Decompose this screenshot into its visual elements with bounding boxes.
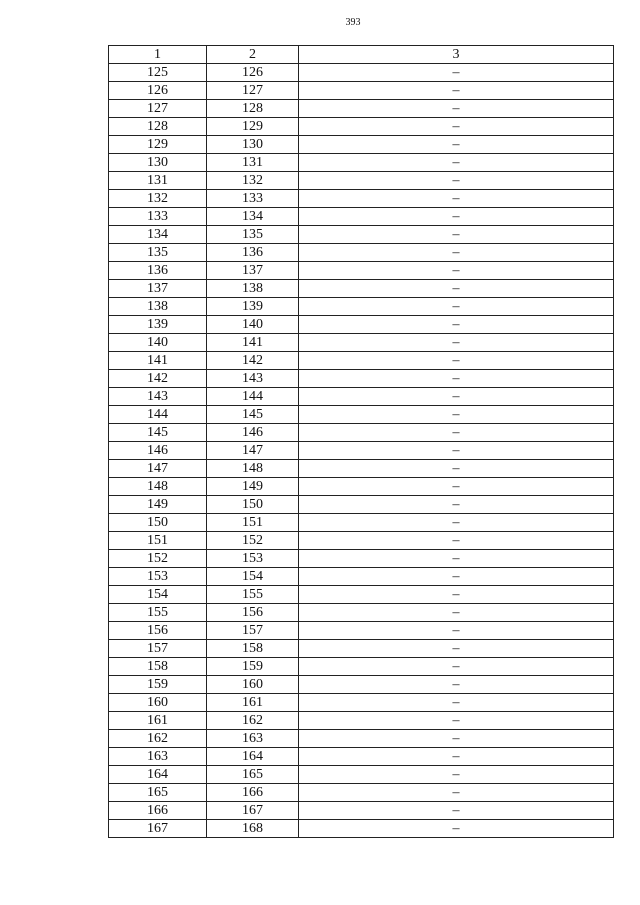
table-cell: – [299, 190, 614, 208]
table-cell: – [299, 460, 614, 478]
table-cell: 160 [109, 694, 207, 712]
table-row [109, 82, 614, 100]
table-cell: – [299, 388, 614, 406]
table-cell: – [299, 658, 614, 676]
table-cell: – [299, 748, 614, 766]
table-row [109, 658, 614, 676]
table-cell: 130 [109, 154, 207, 172]
table-row [109, 514, 614, 532]
table-cell: 149 [207, 478, 299, 496]
table-cell: – [299, 118, 614, 136]
table-cell: 135 [109, 244, 207, 262]
table-cell: – [299, 154, 614, 172]
table-cell: 133 [109, 208, 207, 226]
table-row [109, 280, 614, 298]
table-header-row [109, 46, 614, 64]
table-cell: 161 [207, 694, 299, 712]
table-cell: 165 [207, 766, 299, 784]
table-cell: 152 [109, 550, 207, 568]
table-cell: – [299, 82, 614, 100]
table-row [109, 424, 614, 442]
table-cell: 147 [207, 442, 299, 460]
table-cell: 132 [109, 190, 207, 208]
table-cell: 144 [207, 388, 299, 406]
table-row [109, 676, 614, 694]
table-row [109, 532, 614, 550]
table-cell: 158 [109, 658, 207, 676]
table-cell: 134 [109, 226, 207, 244]
table-cell: – [299, 712, 614, 730]
table-cell: 138 [109, 298, 207, 316]
table-row [109, 550, 614, 568]
table-cell: 158 [207, 640, 299, 658]
table-cell: 142 [109, 370, 207, 388]
table-cell: 166 [207, 784, 299, 802]
table-cell: – [299, 262, 614, 280]
column-header: 1 [109, 46, 207, 64]
table-cell: 141 [109, 352, 207, 370]
table-cell: – [299, 622, 614, 640]
table-cell: 142 [207, 352, 299, 370]
table-cell: 136 [207, 244, 299, 262]
table-cell: 143 [207, 370, 299, 388]
column-header: 3 [299, 46, 614, 64]
table-cell: 139 [109, 316, 207, 334]
table-cell: 159 [207, 658, 299, 676]
table-cell: – [299, 208, 614, 226]
table-row [109, 316, 614, 334]
table-row [109, 442, 614, 460]
table-cell: 146 [109, 442, 207, 460]
table-row [109, 136, 614, 154]
table-row [109, 298, 614, 316]
table-cell: – [299, 334, 614, 352]
table-cell: 144 [109, 406, 207, 424]
table-row [109, 334, 614, 352]
table-cell: 153 [207, 550, 299, 568]
table-cell: 136 [109, 262, 207, 280]
table-cell: 160 [207, 676, 299, 694]
table-cell: – [299, 172, 614, 190]
table-cell: 155 [207, 586, 299, 604]
table-cell: 157 [109, 640, 207, 658]
table-cell: 163 [207, 730, 299, 748]
table-row [109, 478, 614, 496]
table-body [109, 64, 614, 838]
column-header: 2 [207, 46, 299, 64]
table-cell: 127 [109, 100, 207, 118]
table-cell: – [299, 532, 614, 550]
table-cell: 157 [207, 622, 299, 640]
table-row [109, 568, 614, 586]
table-cell: – [299, 730, 614, 748]
table-cell: 156 [207, 604, 299, 622]
table-cell: – [299, 280, 614, 298]
table-cell: 153 [109, 568, 207, 586]
table-cell: 125 [109, 64, 207, 82]
table-row [109, 802, 614, 820]
table-row [109, 712, 614, 730]
table-row [109, 766, 614, 784]
table-cell: – [299, 64, 614, 82]
table-row [109, 370, 614, 388]
table-cell: 164 [207, 748, 299, 766]
table-cell: – [299, 514, 614, 532]
table-row [109, 64, 614, 82]
table-cell: 127 [207, 82, 299, 100]
table-cell: 139 [207, 298, 299, 316]
table-row [109, 154, 614, 172]
table-cell: 167 [109, 820, 207, 838]
table-cell: 155 [109, 604, 207, 622]
table-cell: 161 [109, 712, 207, 730]
table-cell: 129 [207, 118, 299, 136]
page-number: 393 [345, 17, 361, 28]
table-cell: – [299, 550, 614, 568]
table-cell: 162 [109, 730, 207, 748]
table-cell: – [299, 442, 614, 460]
table-cell: – [299, 496, 614, 514]
table-cell: 148 [207, 460, 299, 478]
table-cell: 166 [109, 802, 207, 820]
table-cell: 156 [109, 622, 207, 640]
table-row [109, 730, 614, 748]
table-row [109, 226, 614, 244]
table-cell: 159 [109, 676, 207, 694]
table-cell: 133 [207, 190, 299, 208]
table-cell: – [299, 226, 614, 244]
table-row [109, 640, 614, 658]
table-cell: – [299, 370, 614, 388]
data-table [108, 45, 614, 838]
table-cell: 126 [207, 64, 299, 82]
table-cell: – [299, 424, 614, 442]
table-row [109, 190, 614, 208]
table-row [109, 172, 614, 190]
table-cell: 138 [207, 280, 299, 298]
table-cell: 168 [207, 820, 299, 838]
table-row [109, 784, 614, 802]
table-cell: 131 [207, 154, 299, 172]
table-cell: 163 [109, 748, 207, 766]
table-cell: – [299, 100, 614, 118]
table-cell: 134 [207, 208, 299, 226]
table-cell: – [299, 784, 614, 802]
table-cell: 146 [207, 424, 299, 442]
table-row [109, 352, 614, 370]
table-cell: – [299, 766, 614, 784]
table-cell: 165 [109, 784, 207, 802]
table-row [109, 604, 614, 622]
table-row [109, 820, 614, 838]
table-cell: – [299, 640, 614, 658]
table-cell: 128 [109, 118, 207, 136]
table-cell: – [299, 316, 614, 334]
table-cell: – [299, 586, 614, 604]
table-row [109, 118, 614, 136]
table-row [109, 748, 614, 766]
table-cell: 143 [109, 388, 207, 406]
table-row [109, 460, 614, 478]
table-cell: – [299, 478, 614, 496]
table-cell: 140 [109, 334, 207, 352]
table-cell: 151 [109, 532, 207, 550]
table-cell: 135 [207, 226, 299, 244]
table-cell: 137 [207, 262, 299, 280]
table-cell: 126 [109, 82, 207, 100]
table-cell: 141 [207, 334, 299, 352]
table-row [109, 244, 614, 262]
table-cell: 148 [109, 478, 207, 496]
table-cell: – [299, 820, 614, 838]
table-cell: 162 [207, 712, 299, 730]
table-cell: 145 [109, 424, 207, 442]
table-row [109, 586, 614, 604]
table-cell: 149 [109, 496, 207, 514]
table-cell: 129 [109, 136, 207, 154]
table-cell: – [299, 568, 614, 586]
table-cell: 154 [207, 568, 299, 586]
table-cell: 132 [207, 172, 299, 190]
table-row [109, 388, 614, 406]
table-cell: 147 [109, 460, 207, 478]
table-row [109, 262, 614, 280]
table-row [109, 100, 614, 118]
table-cell: 164 [109, 766, 207, 784]
table-cell: 167 [207, 802, 299, 820]
table-cell: 154 [109, 586, 207, 604]
table-cell: 145 [207, 406, 299, 424]
table-cell: 152 [207, 532, 299, 550]
table-cell: – [299, 604, 614, 622]
table-cell: – [299, 136, 614, 154]
table-cell: 131 [109, 172, 207, 190]
table-cell: – [299, 802, 614, 820]
table-row [109, 208, 614, 226]
table-cell: 150 [207, 496, 299, 514]
table-cell: – [299, 352, 614, 370]
table-cell: – [299, 298, 614, 316]
table-cell: 137 [109, 280, 207, 298]
table-cell: – [299, 676, 614, 694]
table-row [109, 622, 614, 640]
table-cell: 140 [207, 316, 299, 334]
table-cell: – [299, 694, 614, 712]
table-row [109, 496, 614, 514]
table-cell: 130 [207, 136, 299, 154]
table-cell: – [299, 406, 614, 424]
table-cell: 128 [207, 100, 299, 118]
table-row [109, 406, 614, 424]
table-cell: – [299, 244, 614, 262]
table-row [109, 694, 614, 712]
table-cell: 151 [207, 514, 299, 532]
table-cell: 150 [109, 514, 207, 532]
